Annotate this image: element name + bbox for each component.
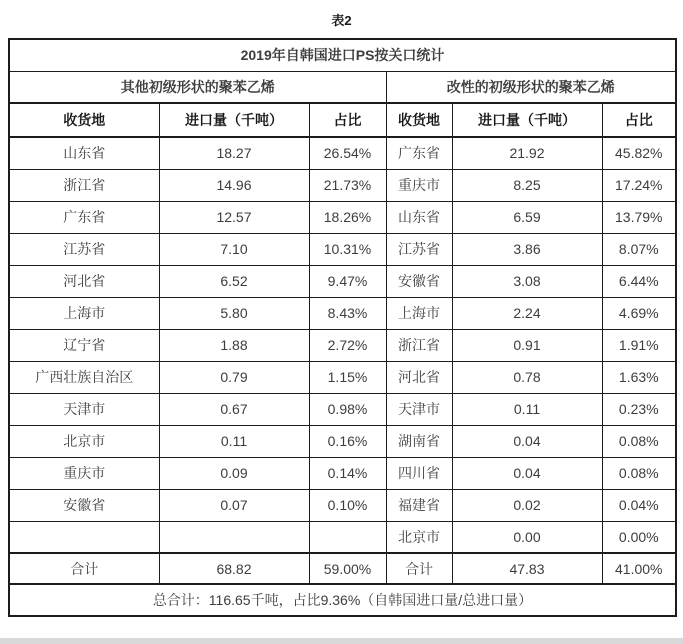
share-cell: 45.82% (602, 137, 676, 169)
total-share-right: 41.00% (602, 553, 676, 584)
table-row (9, 393, 676, 425)
dest-cell: 北京市 (386, 521, 452, 553)
volume-cell: 0.07 (159, 489, 309, 521)
table-title-row (9, 39, 676, 71)
dest-cell: 广东省 (9, 201, 159, 233)
table-row (9, 425, 676, 457)
dest-cell: 上海市 (386, 297, 452, 329)
volume-cell: 5.80 (159, 297, 309, 329)
dest-cell: 四川省 (386, 457, 452, 489)
dest-cell: 江苏省 (9, 233, 159, 265)
section-label-modified-ps: 改性的初级形状的聚苯乙烯 (386, 71, 676, 103)
share-cell: 9.47% (309, 265, 386, 297)
dest-cell: 湖南省 (386, 425, 452, 457)
volume-cell: 0.02 (452, 489, 602, 521)
table-title: 2019年自韩国进口PS按关口统计 (9, 39, 676, 71)
dest-cell: 山东省 (386, 201, 452, 233)
table-row (9, 329, 676, 361)
share-cell: 17.24% (602, 169, 676, 201)
share-cell: 0.16% (309, 425, 386, 457)
total-volume-right: 47.83 (452, 553, 602, 584)
dest-cell: 广东省 (386, 137, 452, 169)
volume-cell: 0.09 (159, 457, 309, 489)
dest-cell: 浙江省 (9, 169, 159, 201)
dest-cell: 上海市 (9, 297, 159, 329)
total-label-left: 合计 (9, 553, 159, 584)
dest-cell: 河北省 (386, 361, 452, 393)
volume-cell: 3.08 (452, 265, 602, 297)
volume-cell: 0.04 (452, 425, 602, 457)
share-cell: 0.98% (309, 393, 386, 425)
dest-cell: 天津市 (386, 393, 452, 425)
volume-cell-empty (159, 521, 309, 553)
volume-cell: 0.91 (452, 329, 602, 361)
volume-cell: 7.10 (159, 233, 309, 265)
volume-cell: 1.88 (159, 329, 309, 361)
col-header-share-left: 占比 (309, 103, 386, 137)
dest-cell: 辽宁省 (9, 329, 159, 361)
dest-cell: 重庆市 (9, 457, 159, 489)
share-cell: 0.10% (309, 489, 386, 521)
share-cell: 1.63% (602, 361, 676, 393)
section-label-other-ps: 其他初级形状的聚苯乙烯 (9, 71, 386, 103)
share-cell: 13.79% (602, 201, 676, 233)
table-row (9, 489, 676, 521)
dest-cell: 北京市 (9, 425, 159, 457)
share-cell: 21.73% (309, 169, 386, 201)
share-cell: 2.72% (309, 329, 386, 361)
col-header-dest-left: 收货地 (9, 103, 159, 137)
dest-cell: 浙江省 (386, 329, 452, 361)
grand-total-note: 总合计：116.65千吨，占比9.36%（自韩国进口量/总进口量） (9, 584, 676, 616)
dest-cell: 安徽省 (9, 489, 159, 521)
total-share-left: 59.00% (309, 553, 386, 584)
share-cell: 0.04% (602, 489, 676, 521)
share-cell: 8.43% (309, 297, 386, 329)
table-row (9, 169, 676, 201)
table-row (9, 265, 676, 297)
dest-cell: 河北省 (9, 265, 159, 297)
volume-cell: 14.96 (159, 169, 309, 201)
volume-cell: 3.86 (452, 233, 602, 265)
col-header-volume-left: 进口量（千吨） (159, 103, 309, 137)
dest-cell-empty (9, 521, 159, 553)
dest-cell: 广西壮族自治区 (9, 361, 159, 393)
share-cell: 0.14% (309, 457, 386, 489)
volume-cell: 0.11 (159, 425, 309, 457)
volume-cell: 0.04 (452, 457, 602, 489)
volume-cell: 18.27 (159, 137, 309, 169)
share-cell: 10.31% (309, 233, 386, 265)
table-row (9, 201, 676, 233)
volume-cell: 2.24 (452, 297, 602, 329)
dest-cell: 福建省 (386, 489, 452, 521)
dest-cell: 山东省 (9, 137, 159, 169)
share-cell-empty (309, 521, 386, 553)
ps-import-stats-table (8, 38, 677, 617)
table-caption: 表2 (331, 13, 352, 28)
table-row (9, 521, 676, 553)
col-header-share-right: 占比 (602, 103, 676, 137)
col-header-dest-right: 收货地 (386, 103, 452, 137)
share-cell: 0.08% (602, 425, 676, 457)
table-row (9, 137, 676, 169)
total-label-right: 合计 (386, 553, 452, 584)
share-cell: 1.15% (309, 361, 386, 393)
share-cell: 6.44% (602, 265, 676, 297)
volume-cell: 6.52 (159, 265, 309, 297)
volume-cell: 0.79 (159, 361, 309, 393)
column-header-row (9, 103, 676, 137)
share-cell: 0.23% (602, 393, 676, 425)
section-header-row (9, 71, 676, 103)
col-header-volume-right: 进口量（千吨） (452, 103, 602, 137)
share-cell: 0.00% (602, 521, 676, 553)
dest-cell: 江苏省 (386, 233, 452, 265)
share-cell: 4.69% (602, 297, 676, 329)
volume-cell: 21.92 (452, 137, 602, 169)
page-bottom-strip (0, 638, 683, 644)
share-cell: 26.54% (309, 137, 386, 169)
volume-cell: 12.57 (159, 201, 309, 233)
table-row (9, 361, 676, 393)
volume-cell: 0.00 (452, 521, 602, 553)
dest-cell: 天津市 (9, 393, 159, 425)
volume-cell: 0.78 (452, 361, 602, 393)
table-row (9, 457, 676, 489)
volume-cell: 0.67 (159, 393, 309, 425)
share-cell: 1.91% (602, 329, 676, 361)
footer-row (9, 584, 676, 616)
share-cell: 0.08% (602, 457, 676, 489)
volume-cell: 8.25 (452, 169, 602, 201)
dest-cell: 重庆市 (386, 169, 452, 201)
volume-cell: 0.11 (452, 393, 602, 425)
total-volume-left: 68.82 (159, 553, 309, 584)
volume-cell: 6.59 (452, 201, 602, 233)
dest-cell: 安徽省 (386, 265, 452, 297)
total-row (9, 553, 676, 584)
table-row (9, 233, 676, 265)
share-cell: 18.26% (309, 201, 386, 233)
table-row (9, 297, 676, 329)
share-cell: 8.07% (602, 233, 676, 265)
